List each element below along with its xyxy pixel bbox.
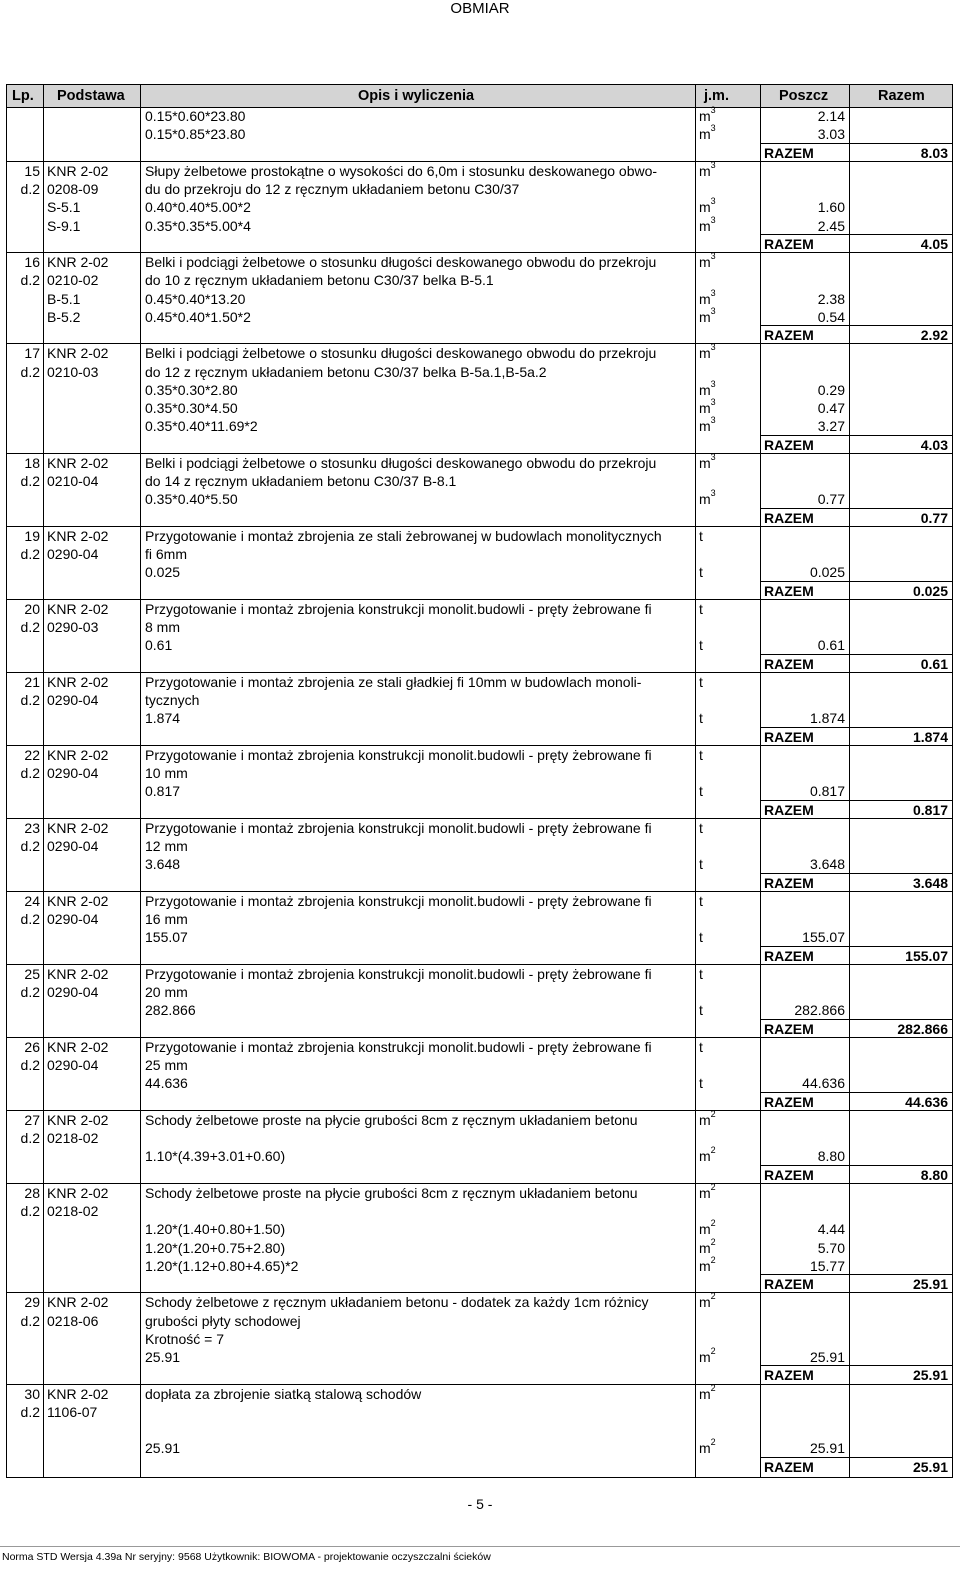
description-line: 44.636 xyxy=(145,1075,188,1092)
poszcz-value: 0.61 xyxy=(817,637,845,654)
lp-number: d.2 xyxy=(20,619,40,635)
unit: t xyxy=(699,856,703,873)
unit: t xyxy=(699,673,703,690)
base-code: B-5.1 xyxy=(47,290,81,307)
base-code: B-5.2 xyxy=(47,308,81,325)
base-code: 0210-03 xyxy=(47,363,99,380)
unit: t xyxy=(699,600,703,617)
unit: t xyxy=(699,965,703,982)
header-razem: Razem xyxy=(878,88,925,104)
razem-value: 155.07 xyxy=(905,947,948,964)
description-line: Przygotowanie i montaż zbrojenia ze stali gładkiej fi 10mm w budowlach monoli- xyxy=(145,673,642,690)
base-code: KNR 2-02 xyxy=(47,1111,109,1128)
base-code: KNR 2-02 xyxy=(47,673,109,690)
poszcz-value: 3.03 xyxy=(817,126,845,143)
unit: $m^2$ xyxy=(699,1145,716,1165)
footer-divider xyxy=(0,1546,960,1547)
unit-exponent: 3 xyxy=(710,451,716,462)
description-line: 155.07 xyxy=(145,929,188,946)
base-code: S-9.1 xyxy=(47,217,81,234)
base-code: 0290-04 xyxy=(47,984,99,1000)
unit-exponent: 3 xyxy=(710,378,716,389)
base-code: 0290-03 xyxy=(47,619,99,635)
base-code: 0290-04 xyxy=(47,692,99,708)
column-rule xyxy=(952,84,953,1477)
razem-value: 25.91 xyxy=(912,1367,948,1384)
razem-value: 1.874 xyxy=(912,728,948,745)
base-code: KNR 2-02 xyxy=(47,1038,109,1055)
poszcz-value: 0.77 xyxy=(817,491,845,508)
razem-label: RAZEM xyxy=(764,144,814,161)
unit: $m^2$ xyxy=(699,1291,716,1311)
lp-number: d.2 xyxy=(20,181,40,197)
unit: t xyxy=(699,783,703,800)
unit: t xyxy=(699,819,703,836)
unit-exponent: 2 xyxy=(710,1291,716,1302)
base-code: KNR 2-02 xyxy=(47,746,109,763)
unit-exponent: 3 xyxy=(710,214,716,225)
razem-value: 0.025 xyxy=(912,582,948,599)
unit: $m^2$ xyxy=(699,1382,716,1402)
page-number: - 5 - xyxy=(467,1496,493,1512)
razem-label: RAZEM xyxy=(764,728,814,745)
unit: $m^3$ xyxy=(699,451,716,471)
description-line: do 12 z ręcznym układaniem betonu C30/37 belka B-5a.1,B-5a.2 xyxy=(145,363,547,380)
base-code: 0218-06 xyxy=(47,1312,99,1329)
razem-label: RAZEM xyxy=(764,1093,814,1110)
unit: $m^2$ xyxy=(699,1218,716,1238)
lp-number: d.2 xyxy=(20,363,40,380)
description-line: 8 mm xyxy=(145,619,180,635)
base-code: KNR 2-02 xyxy=(47,965,109,982)
unit-exponent: 3 xyxy=(710,397,716,407)
unit: $m^3$ xyxy=(699,342,716,362)
razem-value: 4.05 xyxy=(920,235,948,252)
lp-number: 28 xyxy=(24,1184,40,1201)
unit-exponent: 3 xyxy=(710,159,716,170)
razem-label: RAZEM xyxy=(764,947,814,964)
lp-number: d.2 xyxy=(20,546,40,562)
razem-value: 3.648 xyxy=(912,874,948,891)
razem-label: RAZEM xyxy=(764,436,814,453)
base-code: KNR 2-02 xyxy=(47,819,109,836)
base-code: KNR 2-02 xyxy=(47,1294,109,1311)
lp-number: d.2 xyxy=(20,911,40,927)
unit: $m^2$ xyxy=(699,1181,716,1201)
unit-exponent: 2 xyxy=(710,1254,716,1265)
lp-number: d.2 xyxy=(20,765,40,781)
unit: $m^2$ xyxy=(699,1346,716,1365)
description-line: 0.35*0.40*11.69*2 xyxy=(145,418,258,435)
unit: $m^3$ xyxy=(699,305,716,325)
poszcz-value: 1.874 xyxy=(809,710,845,727)
poszcz-value: 25.91 xyxy=(809,1440,845,1457)
description-line: 1.10*(4.39+3.01+0.60) xyxy=(145,1148,286,1165)
lp-number: d.2 xyxy=(20,984,40,1000)
base-code: 0218-02 xyxy=(47,1130,99,1146)
unit-exponent: 3 xyxy=(710,105,716,115)
unit-exponent: 3 xyxy=(710,287,716,298)
unit: t xyxy=(699,892,703,909)
razem-label: RAZEM xyxy=(764,509,814,526)
razem-label: RAZEM xyxy=(764,801,814,818)
lp-number: d.2 xyxy=(20,838,40,854)
lp-number: d.2 xyxy=(20,1057,40,1073)
description-line: 0.45*0.40*1.50*2 xyxy=(145,308,251,325)
description-line: 25.91 xyxy=(145,1440,181,1457)
unit: t xyxy=(699,1075,703,1092)
poszcz-value: 0.54 xyxy=(817,308,845,325)
description-line: 0.35*0.40*5.50 xyxy=(145,491,238,508)
poszcz-value: 5.70 xyxy=(817,1239,845,1256)
unit-exponent: 3 xyxy=(710,196,716,207)
base-code: KNR 2-02 xyxy=(47,345,109,362)
poszcz-value: 15.77 xyxy=(809,1257,845,1274)
description-line: 282.866 xyxy=(145,1002,196,1019)
razem-value: 0.817 xyxy=(912,801,948,818)
lp-number: 20 xyxy=(24,600,40,617)
description-line: do 14 z ręcznym układaniem betonu C30/37 B-8.1 xyxy=(145,473,457,489)
base-code: KNR 2-02 xyxy=(47,892,109,909)
unit: t xyxy=(699,929,703,946)
lp-number: d.2 xyxy=(20,1130,40,1146)
razem-value: 8.03 xyxy=(920,144,948,161)
lp-number: 24 xyxy=(24,892,40,909)
razem-value: 282.866 xyxy=(897,1020,948,1037)
description-line: 0.817 xyxy=(145,783,181,800)
razem-value: 8.80 xyxy=(920,1166,948,1183)
unit: $m^2$ xyxy=(699,1437,716,1457)
description-line: Przygotowanie i montaż zbrojenia ze stali żebrowanej w budowlach monolitycznych xyxy=(145,527,662,544)
poszcz-value: 4.44 xyxy=(817,1221,845,1238)
poszcz-value: 3.27 xyxy=(817,418,845,435)
lp-number: 30 xyxy=(24,1385,40,1402)
unit: $m^3$ xyxy=(699,415,716,435)
poszcz-value: 155.07 xyxy=(802,929,845,946)
unit: t xyxy=(699,1002,703,1019)
description-line: Przygotowanie i montaż zbrojenia konstrukcji monolit.budowli - pręty żebrowane fi xyxy=(145,600,652,617)
unit-exponent: 2 xyxy=(710,1437,716,1448)
razem-label: RAZEM xyxy=(764,874,814,891)
header-jm: j.m. xyxy=(704,88,729,104)
description-line: Przygotowanie i montaż zbrojenia konstrukcji monolit.budowli - pręty żebrowane fi xyxy=(145,746,652,763)
razem-value: 44.636 xyxy=(905,1093,948,1110)
column-rule xyxy=(140,84,141,1477)
description-line: grubości płyty schodowej xyxy=(145,1312,301,1329)
lp-number: d.2 xyxy=(20,1403,40,1420)
unit: $m^2$ xyxy=(699,1108,716,1128)
poszcz-value: 0.025 xyxy=(809,564,845,581)
description-line: Belki i podciągi żelbetowe o stosunku długości deskowanego obwodu do przekroju xyxy=(145,454,657,471)
poszcz-value: 8.80 xyxy=(817,1148,845,1165)
header-opis: Opis i wyliczenia xyxy=(358,88,475,104)
razem-value: 25.91 xyxy=(912,1458,948,1475)
description-line: 0.40*0.40*5.00*2 xyxy=(145,199,251,216)
base-code: 0290-04 xyxy=(47,765,99,781)
description-line: 0.15*0.60*23.80 xyxy=(145,108,246,124)
table-bottom-rule xyxy=(6,1477,953,1478)
poszcz-value: 25.91 xyxy=(809,1349,845,1365)
base-code: 0208-09 xyxy=(47,181,99,197)
description-line: tycznych xyxy=(145,692,200,708)
lp-number: 19 xyxy=(24,527,40,544)
lp-number: 22 xyxy=(24,746,40,763)
unit: t xyxy=(699,746,703,763)
razem-label: RAZEM xyxy=(764,1166,814,1183)
razem-value: 0.77 xyxy=(920,509,948,526)
base-code: 0290-04 xyxy=(47,838,99,854)
unit-exponent: 2 xyxy=(710,1346,716,1356)
column-rule xyxy=(43,84,44,1477)
description-line: Przygotowanie i montaż zbrojenia konstrukcji monolit.budowli - pręty żebrowane fi xyxy=(145,819,652,836)
description-line: Belki i podciągi żelbetowe o stosunku długości deskowanego obwodu do przekroju xyxy=(145,254,657,270)
description-line: 0.35*0.35*5.00*4 xyxy=(145,217,251,234)
unit: t xyxy=(699,527,703,544)
description-line: Schody żelbetowe z ręcznym układaniem betonu - dodatek za każdy 1cm różnicy xyxy=(145,1294,649,1311)
base-code: KNR 2-02 xyxy=(47,254,109,270)
base-code: 0210-02 xyxy=(47,272,99,289)
lp-number: 21 xyxy=(24,673,40,690)
footer-text: Norma STD Wersja 4.39a Nr seryjny: 9568 Użytkownik: BIOWOMA - projektowanie oczyszczalni ścieków xyxy=(2,1551,491,1563)
unit: $m^3$ xyxy=(699,105,716,124)
unit: $m^3$ xyxy=(699,214,716,234)
poszcz-value: 0.817 xyxy=(809,783,845,800)
poszcz-value: 2.14 xyxy=(817,108,845,124)
description-line: 12 mm xyxy=(145,838,188,854)
description-line: du do przekroju do 12 z ręcznym układaniem betonu C30/37 xyxy=(145,181,520,197)
description-line: 16 mm xyxy=(145,911,188,927)
column-rule xyxy=(849,84,850,1477)
base-code: KNR 2-02 xyxy=(47,1184,109,1201)
poszcz-value: 2.45 xyxy=(817,217,845,234)
header-lp: Lp. xyxy=(12,88,34,104)
unit: $m^3$ xyxy=(699,378,716,398)
description-line: 25 mm xyxy=(145,1057,188,1073)
description-line: Krotność = 7 xyxy=(145,1330,224,1347)
column-rule xyxy=(695,84,696,1477)
description-line: Belki i podciągi żelbetowe o stosunku długości deskowanego obwodu do przekroju xyxy=(145,345,657,362)
base-code: 0210-04 xyxy=(47,473,99,489)
unit: $m^3$ xyxy=(699,159,716,179)
description-line: 0.35*0.30*2.80 xyxy=(145,381,238,398)
unit: t xyxy=(699,710,703,727)
lp-number: 27 xyxy=(24,1111,40,1128)
description-line: 1.20*(1.20+0.75+2.80) xyxy=(145,1239,286,1256)
lp-number: d.2 xyxy=(20,1312,40,1329)
description-line: 0.025 xyxy=(145,564,181,581)
lp-number: 16 xyxy=(24,254,40,270)
unit: t xyxy=(699,564,703,581)
razem-label: RAZEM xyxy=(764,655,814,672)
poszcz-value: 44.636 xyxy=(802,1075,845,1092)
poszcz-value: 1.60 xyxy=(817,199,845,216)
description-line: dopłata za zbrojenie siatką stalową schodów xyxy=(145,1385,422,1402)
description-line: 0.45*0.40*13.20 xyxy=(145,290,246,307)
lp-number: d.2 xyxy=(20,272,40,289)
unit-exponent: 2 xyxy=(710,1181,716,1192)
lp-number: d.2 xyxy=(20,1203,40,1219)
table-header xyxy=(6,84,952,108)
unit-exponent: 3 xyxy=(710,251,716,261)
description-line: Schody żelbetowe proste na płycie grubości 8cm z ręcznym układaniem betonu xyxy=(145,1111,638,1128)
description-line: 20 mm xyxy=(145,984,188,1000)
razem-label: RAZEM xyxy=(764,1020,814,1037)
unit: $m^3$ xyxy=(699,123,716,143)
base-code: KNR 2-02 xyxy=(47,454,109,471)
unit-exponent: 2 xyxy=(710,1236,716,1247)
lp-number: d.2 xyxy=(20,692,40,708)
lp-number: 23 xyxy=(24,819,40,836)
base-code: 0290-04 xyxy=(47,546,99,562)
unit-exponent: 3 xyxy=(710,305,716,316)
razem-value: 2.92 xyxy=(920,327,948,343)
razem-label: RAZEM xyxy=(764,1276,814,1292)
razem-label: RAZEM xyxy=(764,1367,814,1384)
unit-exponent: 3 xyxy=(710,123,716,134)
base-code: KNR 2-02 xyxy=(47,162,109,179)
base-code: KNR 2-02 xyxy=(47,1385,109,1402)
razem-label: RAZEM xyxy=(764,1458,814,1475)
unit-exponent: 2 xyxy=(710,1145,716,1156)
header-poszcz: Poszcz xyxy=(779,88,829,104)
description-line: 10 mm xyxy=(145,765,188,781)
description-line: 0.15*0.85*23.80 xyxy=(145,126,246,143)
header-podstawa: Podstawa xyxy=(57,88,125,104)
razem-value: 0.61 xyxy=(920,655,948,672)
lp-number: 29 xyxy=(24,1294,40,1311)
unit-exponent: 3 xyxy=(710,415,716,426)
description-line: 0.35*0.30*4.50 xyxy=(145,400,238,416)
description-line: Przygotowanie i montaż zbrojenia konstrukcji monolit.budowli - pręty żebrowane fi xyxy=(145,965,652,982)
poszcz-value: 3.648 xyxy=(809,856,845,873)
base-code: 0290-04 xyxy=(47,911,99,927)
lp-number: 26 xyxy=(24,1038,40,1055)
description-line: Przygotowanie i montaż zbrojenia konstrukcji monolit.budowli - pręty żebrowane fi xyxy=(145,1038,652,1055)
unit-exponent: 2 xyxy=(710,1218,716,1229)
razem-label: RAZEM xyxy=(764,327,814,343)
unit: $m^3$ xyxy=(699,251,716,270)
description-line: Schody żelbetowe proste na płycie grubości 8cm z ręcznym układaniem betonu xyxy=(145,1184,638,1201)
description-line: fi 6mm xyxy=(145,546,187,562)
base-code: 1106-07 xyxy=(47,1403,98,1420)
poszcz-value: 0.47 xyxy=(817,400,845,416)
base-code: 0218-02 xyxy=(47,1203,99,1219)
unit: $m^3$ xyxy=(699,397,716,416)
description-line: do 10 z ręcznym układaniem betonu C30/37 belka B-5.1 xyxy=(145,272,494,289)
unit-exponent: 3 xyxy=(710,488,716,499)
poszcz-value: 2.38 xyxy=(817,290,845,307)
unit-exponent: 2 xyxy=(710,1382,716,1393)
description-line: Słupy żelbetowe prostokątne o wysokości do 6,0m i stosunku deskowanego obwo- xyxy=(145,162,658,179)
lp-number: d.2 xyxy=(20,473,40,489)
razem-value: 4.03 xyxy=(920,436,948,453)
unit: $m^3$ xyxy=(699,196,716,216)
description-line: 3.648 xyxy=(145,856,181,873)
unit: $m^2$ xyxy=(699,1254,716,1274)
razem-value: 25.91 xyxy=(912,1276,948,1292)
description-line: Przygotowanie i montaż zbrojenia konstrukcji monolit.budowli - pręty żebrowane fi xyxy=(145,892,652,909)
razem-label: RAZEM xyxy=(764,235,814,252)
base-code: S-5.1 xyxy=(47,199,81,216)
lp-number: 25 xyxy=(24,965,40,982)
lp-number: 15 xyxy=(24,162,40,179)
lp-number: 18 xyxy=(24,454,40,471)
poszcz-value: 282.866 xyxy=(794,1002,845,1019)
description-line: 25.91 xyxy=(145,1349,181,1365)
unit: t xyxy=(699,637,703,654)
description-line: 1.20*(1.12+0.80+4.65)*2 xyxy=(145,1257,299,1274)
unit-exponent: 2 xyxy=(710,1108,716,1119)
unit: t xyxy=(699,1038,703,1055)
unit: $m^2$ xyxy=(699,1236,716,1256)
description-line: 0.61 xyxy=(145,637,173,654)
page-title: OBMIAR xyxy=(450,0,510,17)
description-line: 1.20*(1.40+0.80+1.50) xyxy=(145,1221,286,1238)
unit-exponent: 3 xyxy=(710,342,716,353)
unit: $m^3$ xyxy=(699,488,716,508)
razem-label: RAZEM xyxy=(764,582,814,599)
poszcz-value: 0.29 xyxy=(817,381,845,398)
base-code: KNR 2-02 xyxy=(47,527,109,544)
lp-number: 17 xyxy=(24,345,40,362)
base-code: KNR 2-02 xyxy=(47,600,109,617)
description-line: 1.874 xyxy=(145,710,181,727)
unit: $m^3$ xyxy=(699,287,716,307)
base-code: 0290-04 xyxy=(47,1057,99,1073)
